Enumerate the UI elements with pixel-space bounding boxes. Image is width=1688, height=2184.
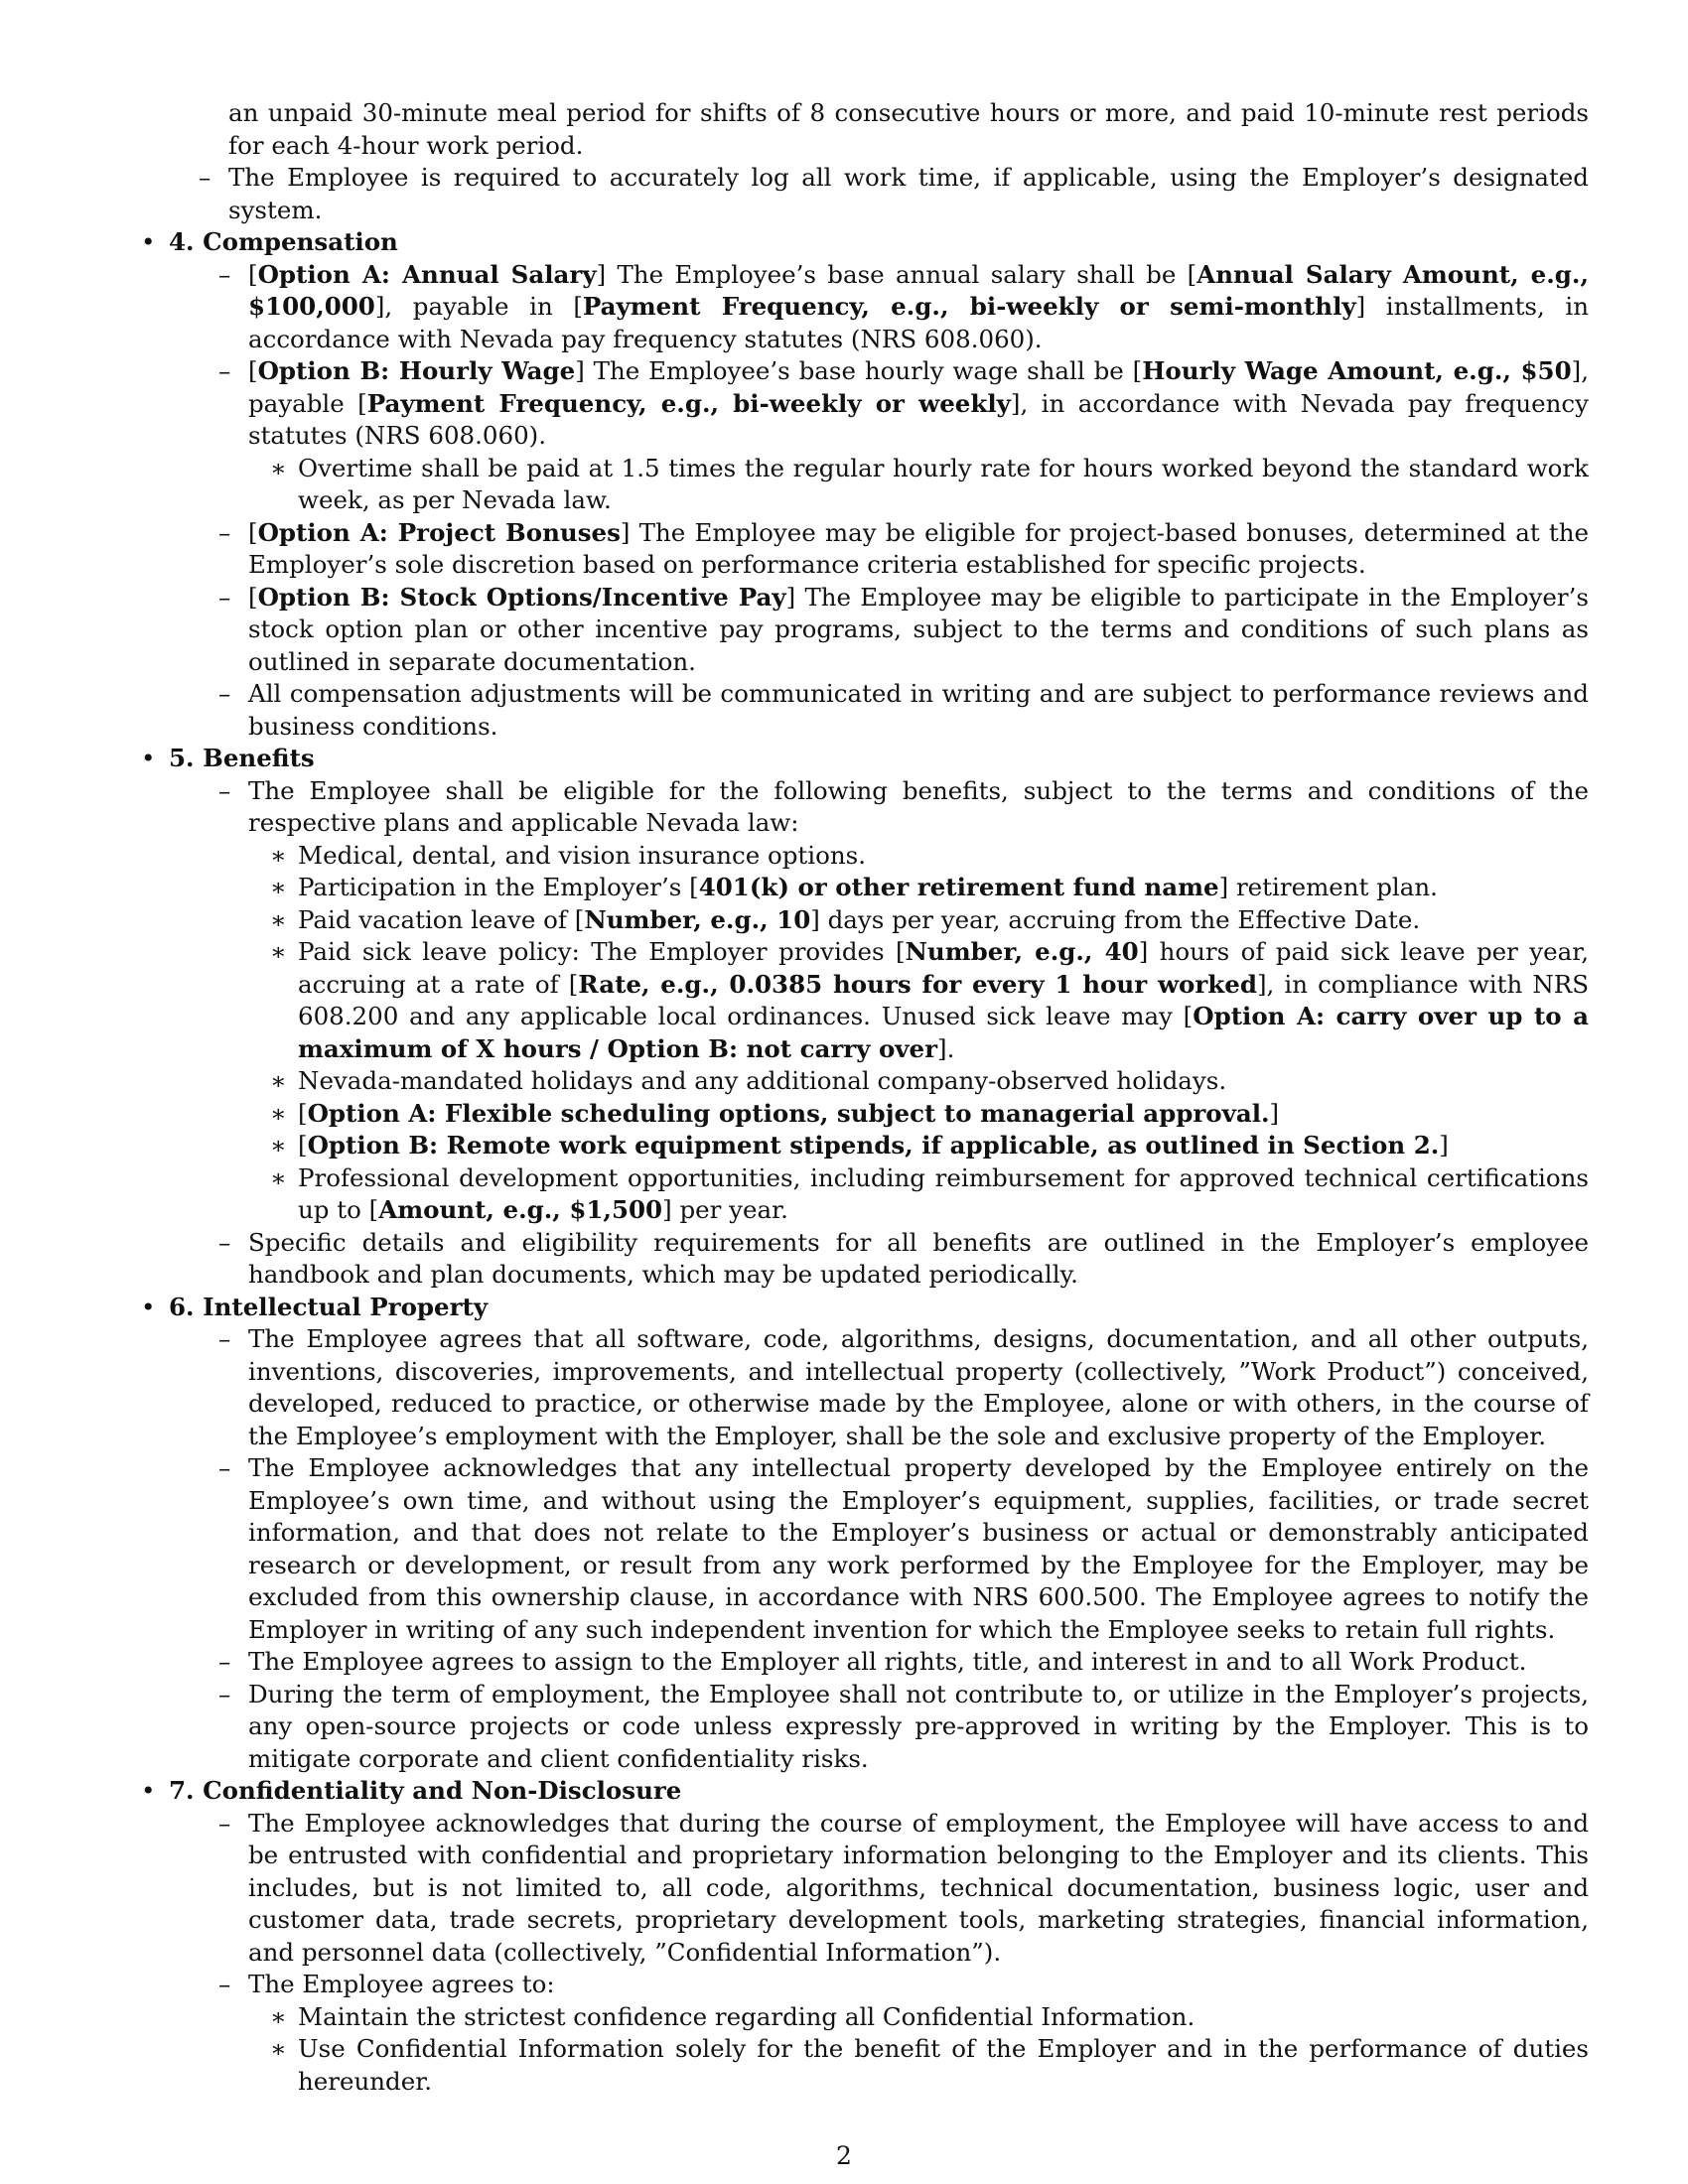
continuation-paragraph: an unpaid 30-minute meal period for shifts of 8 consecutive hours or more, and paid 10-minute rest periods for each 4-hour work period.	[228, 98, 1589, 160]
section-heading: 4. Compensation	[169, 227, 398, 256]
overtime-item: ∗ Overtime shall be paid at 1.5 times the regular hourly rate for hours worked beyond the standard work week, as per Nevada law.	[169, 453, 1589, 517]
annual-salary-item: – [Option A: Annual Salary] The Employee’s base annual salary shall be [Annual Salary Amount, e.g., $100,000], payable in [Payment Frequency, e.g., bi-weekly or semi-monthly] installments, in accordance with Nevada pay frequency statutes (NRS 608.060).	[169, 259, 1589, 356]
ip-open-source-item: – During the term of employment, the Employee shall not contribute to, or utilize in the Employer’s projects, any open-source projects or code unless expressly pre-approved in writing by the Employer. This is to mitigate corporate and client confidentiality risks.	[169, 1679, 1589, 1776]
benefits-intro-item: – The Employee shall be eligible for the following benefits, subject to the terms and conditions of the respective plans and applicable Nevada law:	[169, 775, 1589, 840]
section-confidentiality	[149, 1775, 1589, 2098]
sections-list	[149, 226, 1589, 2098]
document-body	[149, 97, 1589, 2098]
ip-assignment-item: – The Employee agrees to assign to the Employer all rights, title, and interest in and to all Work Product.	[169, 1646, 1589, 1679]
remote-stipend-item: ∗ [Option B: Remote work equipment stipends, if applicable, as outlined in Section 2.]	[169, 1130, 1589, 1162]
sick-leave-item: ∗ Paid sick leave policy: The Employer provides [Number, e.g., 40] hours of paid sick leave per year, accruing at a rate of [Rate, e.g., 0.0385 hours for every 1 hour worked], in compliance with NRS 608.200 and any applicable local ordinances. Unused sick leave may [Option A: carry over up to a maximum of X hours / Option B: not carry over].	[169, 936, 1589, 1065]
medical-item: ∗ Medical, dental, and vision insurance options.	[169, 840, 1589, 873]
adjustments-item: – All compensation adjustments will be communicated in writing and are subject to performance reviews and business conditions.	[169, 678, 1589, 743]
ip-exclusion-item: – The Employee acknowledges that any intellectual property developed by the Employee entirely on the Employee’s own time, and without using the Employer’s equipment, supplies, facilities, or trade secret information, and that does not relate to the Employer’s business or actual or demonstrably anticipated research or development, or result from any work performed by the Employee for the Employer, may be excluded from this ownership clause, in accordance with NRS 600.500. The Employee agrees to notify the Employer in writing of any such independent invention for which the Employee seeks to retain full rights.	[169, 1452, 1589, 1646]
confidential-info-item: – The Employee acknowledges that during the course of employment, the Employee will have access to and be entrusted with confidential and proprietary information belonging to the Employer and its clients. This includes, but is not limited to, all code, algorithms, technical documentation, business logic, user and customer data, trade secrets, proprietary development tools, marketing strategies, financial information, and personnel data (collectively, ”Confidential Information”).	[169, 1808, 1589, 1970]
section-heading: 7. Confidentiality and Non-Disclosure	[169, 1776, 682, 1805]
flex-scheduling-item: ∗ [Option A: Flexible scheduling options, subject to managerial approval.]	[169, 1098, 1589, 1131]
project-bonus-item: – [Option A: Project Bonuses] The Employee may be eligible for project-based bonuses, determined at the Employer’s sole discretion based on performance criteria established for specific projects.	[169, 517, 1589, 582]
ip-work-product-item: – The Employee agrees that all software, code, algorithms, designs, documentation, and all other outputs, inventions, discoveries, improvements, and intellectual property (collectively, ”Work Product”) conceived, developed, reduced to practice, or otherwise made by the Employee, alone or with others, in the course of the Employee’s employment with the Employer, shall be the sole and exclusive property of the Employer.	[169, 1323, 1589, 1452]
section-benefits	[149, 743, 1589, 1292]
page-number: 2	[836, 2141, 852, 2170]
section-heading: 5. Benefits	[169, 744, 315, 772]
section-intellectual-property	[149, 1292, 1589, 1776]
benefits-details-item: – Specific details and eligibility requirements for all benefits are outlined in the Employer’s employee handbook and plan documents, which may be updated periodically.	[169, 1227, 1589, 1292]
usage-item: ∗ Use Confidential Information solely for the benefit of the Employer and in the performance of duties hereunder.	[169, 2033, 1589, 2098]
section-compensation	[149, 226, 1589, 743]
retirement-item: ∗ Participation in the Employer’s [401(k) or other retirement fund name] retirement plan.	[169, 872, 1589, 904]
holidays-item: ∗ Nevada-mandated holidays and any additional company-observed holidays.	[169, 1065, 1589, 1098]
section-3-tail-list	[149, 162, 1589, 226]
vacation-item: ∗ Paid vacation leave of [Number, e.g., 10] days per year, accruing from the Effective Date.	[169, 904, 1589, 937]
section-heading: 6. Intellectual Property	[169, 1292, 489, 1321]
log-time-item: – The Employee is required to accurately log all work time, if applicable, using the Employer’s designated system.	[149, 162, 1589, 226]
hourly-wage-item: – [Option B: Hourly Wage] The Employee’s base hourly wage shall be [Hourly Wage Amount, e.g., $50], payable [Payment Frequency, e.g., bi-weekly or weekly], in accordance with Nevada pay frequency statutes (NRS 608.060).	[169, 355, 1589, 453]
confidence-item: ∗ Maintain the strictest confidence regarding all Confidential Information.	[169, 2001, 1589, 2034]
employee-agrees-item: – The Employee agrees to:	[169, 1969, 1589, 2001]
professional-development-item: ∗ Professional development opportunities, including reimbursement for approved technical certifications up to [Amount, e.g., $1,500] per year.	[169, 1162, 1589, 1227]
stock-options-item: – [Option B: Stock Options/Incentive Pay] The Employee may be eligible to participate in the Employer’s stock option plan or other incentive pay programs, subject to the terms and conditions of such plans as outlined in separate documentation.	[169, 582, 1589, 679]
